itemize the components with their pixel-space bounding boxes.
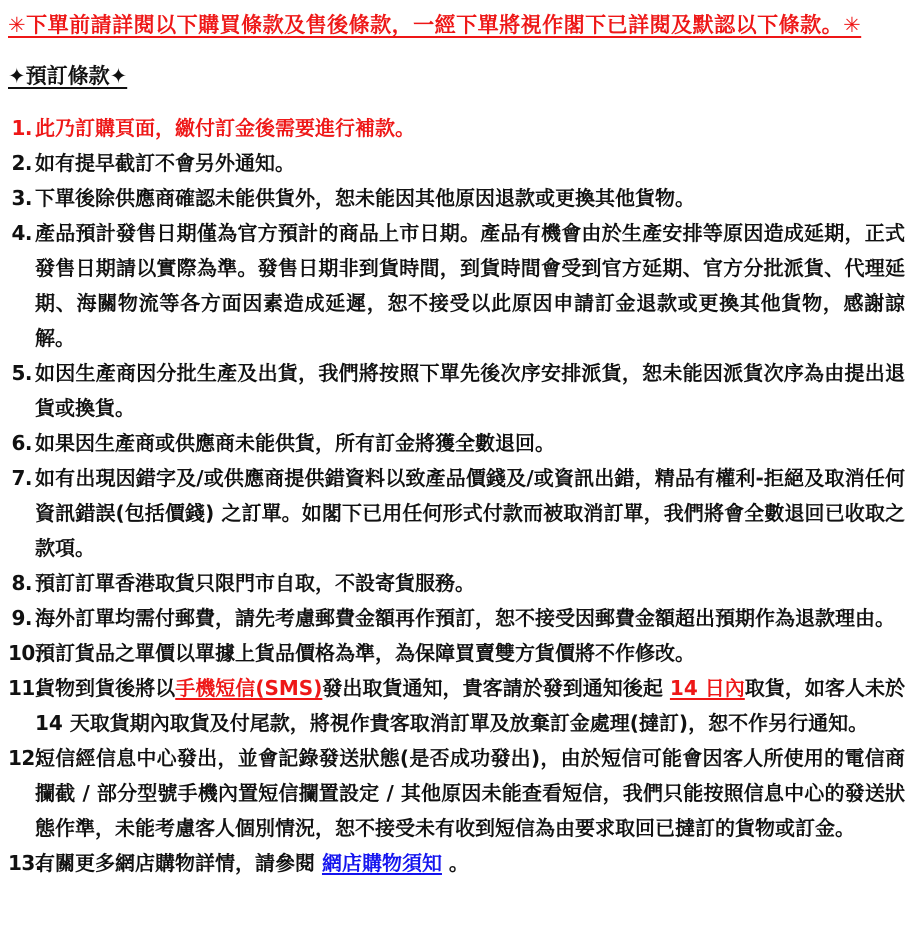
- term-item-7: [8, 461, 905, 566]
- term-number: 7.: [11, 466, 32, 490]
- highlighted-text: 此乃訂購頁面，繳付訂金後需要進行補款。: [35, 116, 415, 140]
- term-text: 如果因生產商或供應商未能供貨，所有訂金將獲全數退回。: [35, 431, 555, 455]
- store-shopping-guide-link[interactable]: 網店購物須知: [321, 851, 442, 875]
- term-text: 預訂訂單香港取貨只限門市自取，不設寄貨服務。: [35, 571, 475, 595]
- term-text: 貨物到貨後將以: [35, 676, 176, 700]
- term-item-3: [8, 181, 905, 216]
- term-number: 13.: [8, 851, 42, 875]
- term-item-6: [8, 426, 905, 461]
- term-number: 11.: [8, 676, 42, 700]
- term-text: 有關更多網店購物詳情，請參閱: [35, 851, 322, 875]
- highlighted-text: 手機短信(SMS): [175, 676, 323, 700]
- term-item-12: [8, 741, 905, 846]
- term-text: 如有出現因錯字及/或供應商提供錯資料以致產品價錢及/或資訊出錯，精品有權利-拒絕及取消任何資訊錯誤(包括價錢) 之訂單。如閣下已用任何形式付款而被取消訂單，我們將會全數退回已收取之款項。: [35, 466, 905, 560]
- section-title-preorder-terms: ✦預訂條款✦: [8, 64, 128, 88]
- term-number: 5.: [11, 361, 32, 385]
- term-item-9: [8, 601, 905, 636]
- term-item-13: [8, 846, 905, 881]
- term-text: 如有提早截訂不會另外通知。: [35, 151, 295, 175]
- term-item-10: [8, 636, 905, 671]
- term-text: 預訂貨品之單價以單據上貨品價格為準，為保障買賣雙方貨價將不作修改。: [35, 641, 695, 665]
- term-text: 海外訂單均需付郵費，請先考慮郵費金額再作預訂，恕不接受因郵費金額超出預期作為退款理由。: [35, 606, 895, 630]
- term-number: 3.: [11, 186, 32, 210]
- term-number: 9.: [11, 606, 32, 630]
- term-text: 短信經信息中心發出，並會記錄發送狀態(是否成功發出)，由於短信可能會因客人所使用的電信商攔截 / 部分型號手機內置短信攔置設定 / 其他原因未能查看短信，我們只能按照信息中心的發送狀態作準，未能考慮客人個別情況，恕不接受未有收到短信為由要求取回已撻訂的貨物或訂金。: [35, 746, 905, 840]
- term-text: 發出取貨通知，貴客請於發到通知後起: [322, 676, 670, 700]
- term-text: 取貨，如客人未於 14 天取貨期內取貨及付尾款，將視作貴客取消訂單及放棄訂金處理(撻訂)，恕不作另行通知。: [35, 676, 906, 735]
- term-item-11: [8, 671, 905, 741]
- highlighted-text: 14 日內: [669, 676, 745, 700]
- term-text: 下單後除供應商確認未能供貨外，恕未能因其他原因退款或更換其他貨物。: [35, 186, 695, 210]
- term-text: 如因生產商因分批生產及出貨，我們將按照下單先後次序安排派貨，恕未能因派貨次序為由提出退貨或換貨。: [35, 361, 905, 420]
- terms-list: [8, 111, 905, 881]
- term-number: 8.: [11, 571, 32, 595]
- term-number: 10.: [8, 641, 42, 665]
- term-number: 6.: [11, 431, 32, 455]
- term-item-5: [8, 356, 905, 426]
- term-item-1: [8, 111, 905, 146]
- term-number: 4.: [11, 221, 32, 245]
- term-number: 12.: [8, 746, 42, 770]
- term-text: 。: [441, 851, 469, 875]
- term-text: 產品預計發售日期僅為官方預計的商品上市日期。產品有機會由於生產安排等原因造成延期，正式發售日期請以實際為準。發售日期非到貨時間，到貨時間會受到官方延期、官方分批派貨、代理延期、海關物流等各方面因素造成延遲，恕不接受以此原因申請訂金退款或更換其他貨物，感謝諒解。: [35, 221, 905, 350]
- term-item-4: [8, 216, 905, 356]
- term-number: 1.: [11, 116, 32, 140]
- term-number: 2.: [11, 151, 32, 175]
- preorder-notice-banner: ✳下單前請詳閱以下購買條款及售後條款，一經下單將視作閣下已詳閱及默認以下條款。✳: [8, 13, 862, 37]
- term-item-2: [8, 146, 905, 181]
- term-item-8: [8, 566, 905, 601]
